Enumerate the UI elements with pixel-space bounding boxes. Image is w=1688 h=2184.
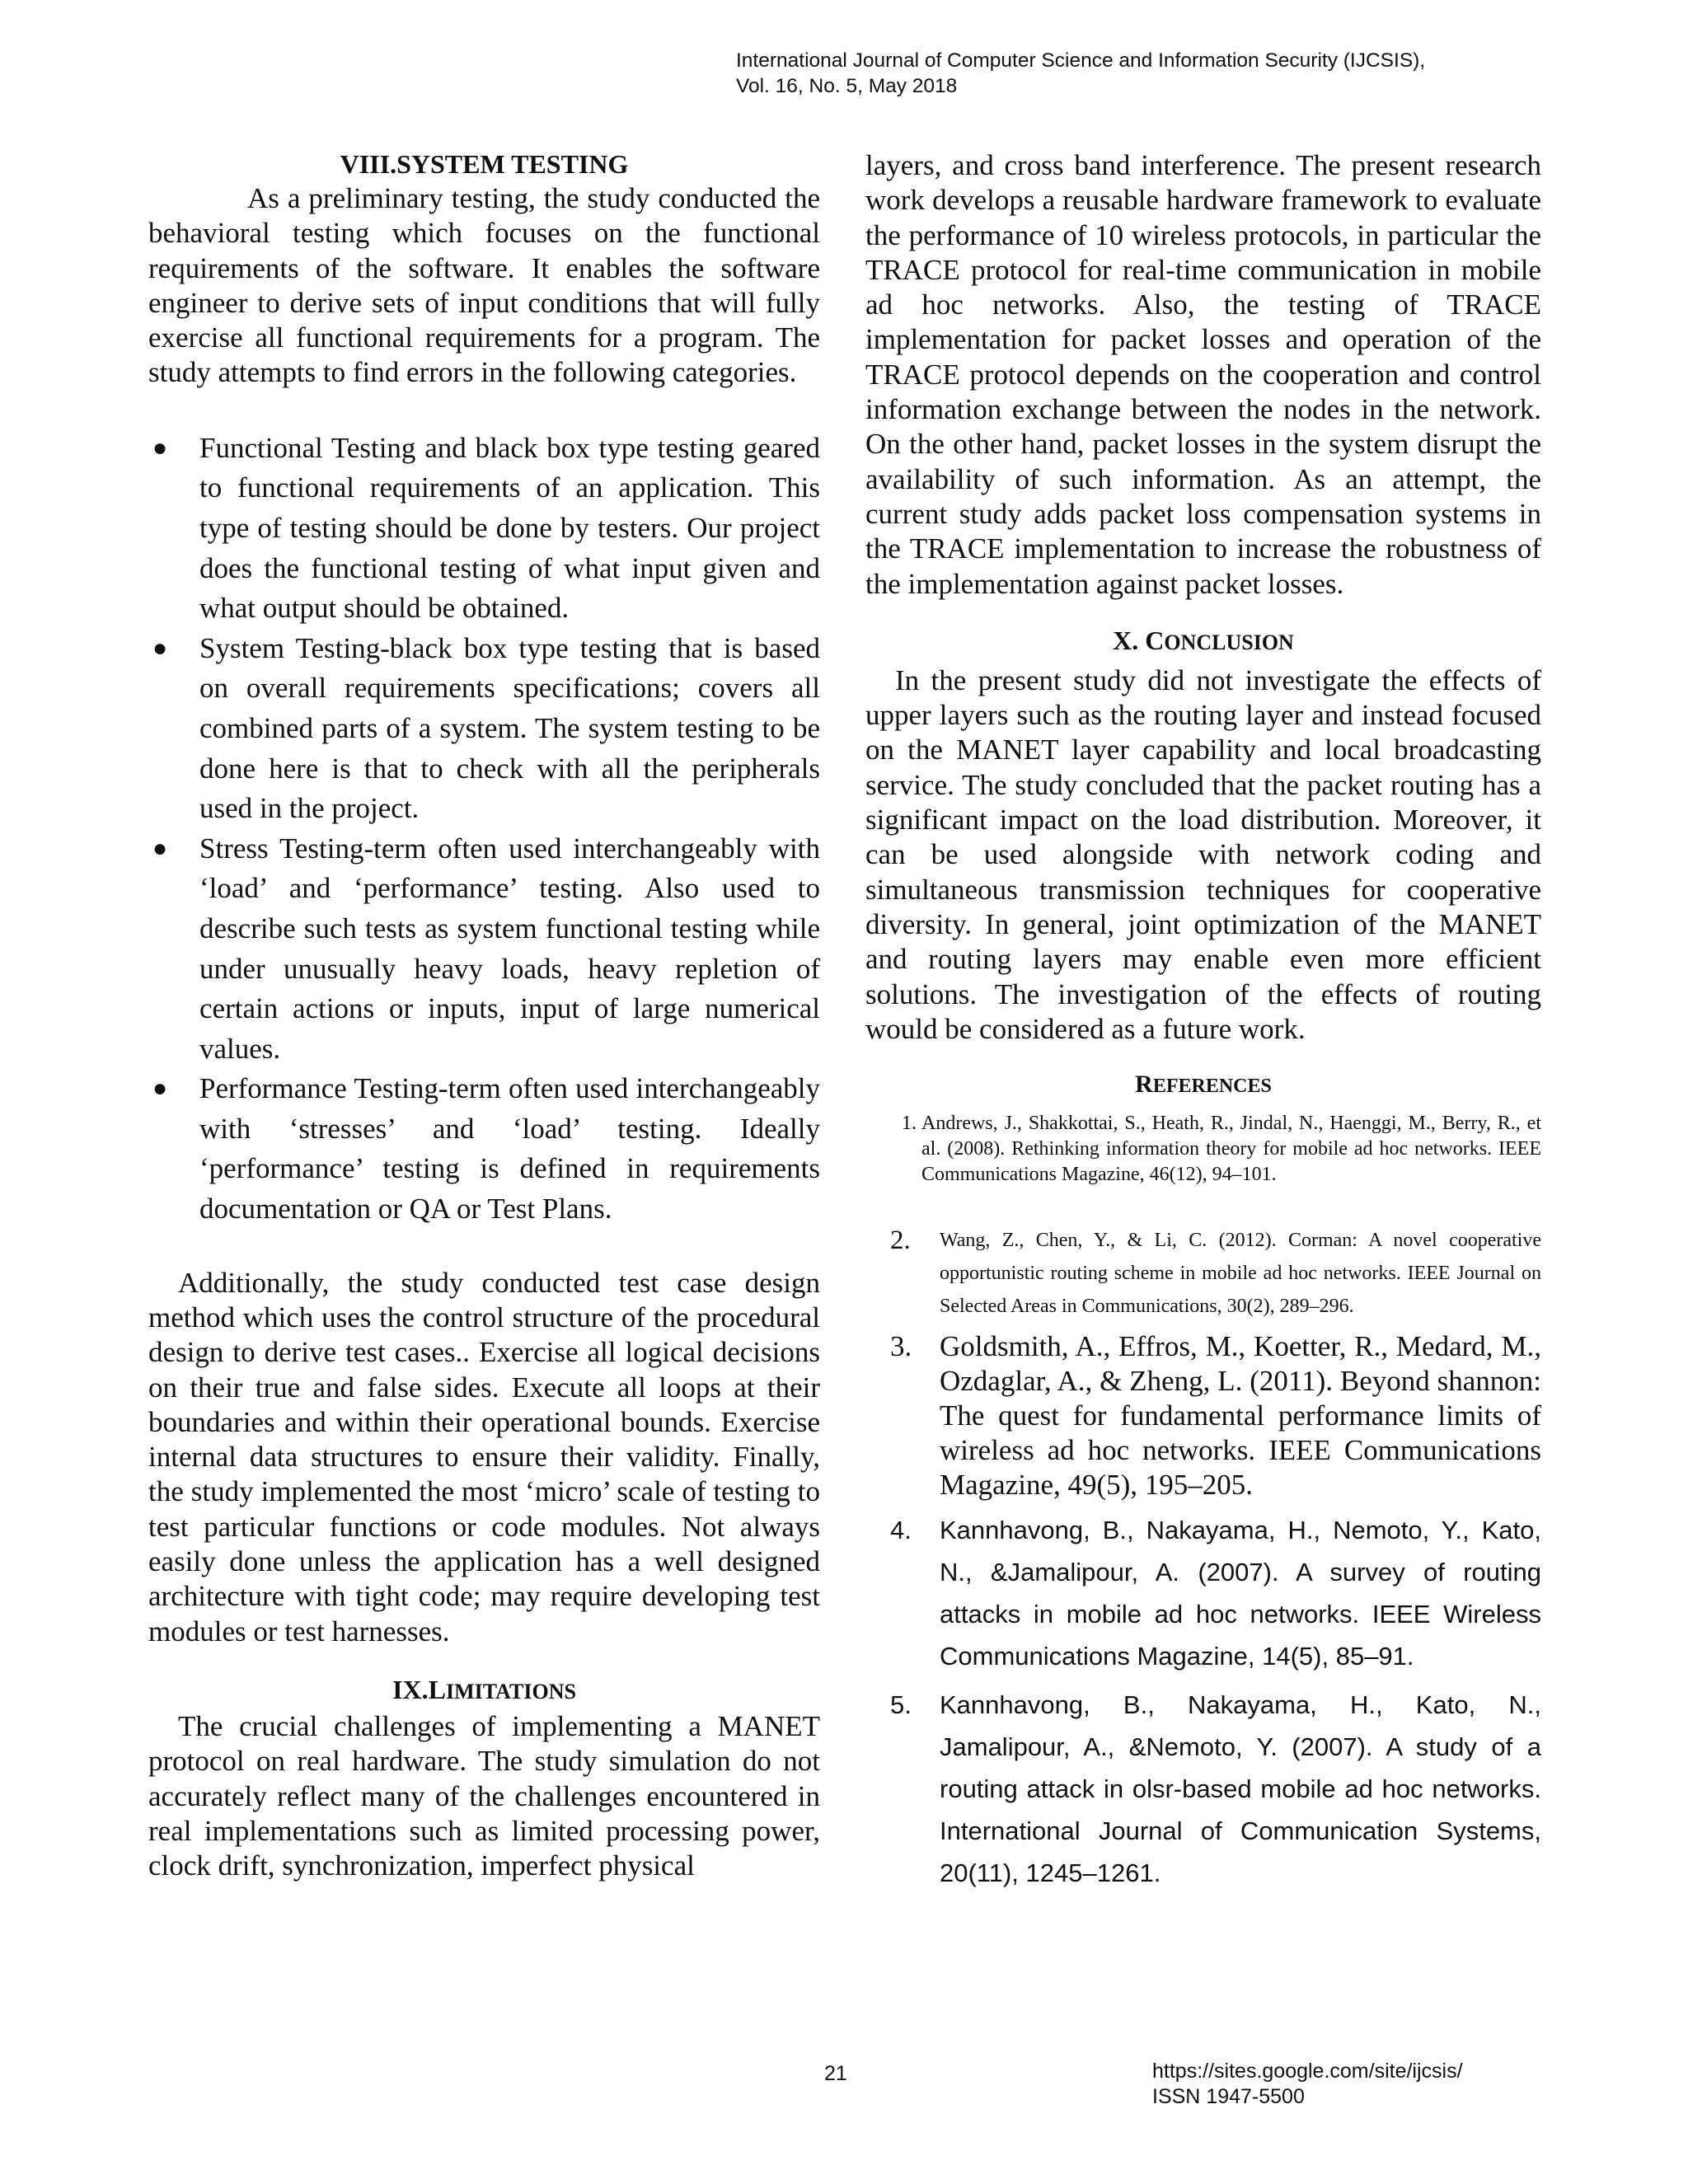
reference-item: 5. Kannhavong, B., Nakayama, H., Kato, N., Jamalipour, A., &Nemoto, Y. (2007). A study of a routing attack in olsr-based mobile ad hoc networks. International Journal of Communication Systems, 20(11), 1245–1261. xyxy=(890,1690,1541,1888)
bullet-icon: ● xyxy=(152,634,168,662)
additional-testing-paragraph: Additionally, the study conducted test case design method which uses the control structure of the procedural design to derive test cases.. Exercise all logical decisions on their true and false sides. Execute all loops at their boundaries and within their operational bounds. Exercise internal data structures to ensure their validity. Finally, the study implemented the most ‘micro’ scale of testing to test particular functions or code modules. Not always easily done unless the application has a well designed architecture with tight code; may require developing test modules or test harnesses. xyxy=(148,1266,820,1647)
limitations-paragraph-continued: layers, and cross band interference. The present research work develops a reusable hardware framework to evaluate the performance of 10 wireless protocols, in particular the TRACE protocol for real-time communication in mobile ad hoc networks. Also, the testing of TRACE implementation for packet losses and operation of the TRACE protocol depends on the cooperation and control information exchange between the nodes in the network. On the other hand, packet losses in the system disrupt the availability of such information. As an attempt, the current study adds packet loss compensation systems in the TRACE implementation to increase the robustness of the implementation against packet losses. xyxy=(865,149,1541,600)
left-column xyxy=(148,147,820,1883)
journal-header xyxy=(736,48,1425,99)
bullet-icon: ● xyxy=(152,834,168,862)
section-heading-limitations: IX.LIMITATIONS xyxy=(392,1674,576,1704)
references-list xyxy=(865,1111,1541,1894)
footer-info xyxy=(1152,2059,1463,2110)
section-heading-references: REFERENCES xyxy=(1135,1071,1272,1099)
bullet-icon: ● xyxy=(152,1075,168,1103)
footer-url[interactable]: https://sites.google.com/site/ijcsis/ xyxy=(1152,2060,1463,2083)
reference-item: 3. Goldsmith, A., Effros, M., Koetter, R., Medard, M., Ozdaglar, A., & Zheng, L. (2011). Beyond shannon: The quest for fundamental performance limits of wireless ad hoc networks. IEEE Communications Magazine, 49(5), 195–205. xyxy=(890,1330,1541,1502)
right-column xyxy=(865,148,1541,1894)
section-heading-conclusion: X. CONCLUSION xyxy=(1113,625,1294,655)
list-item: ● Performance Testing-term often used interchangeably with ‘stresses’ and ‘load’ testing. Ideally ‘performance’ testing is defined in requirements documentation or QA or Test Plans. xyxy=(148,1069,820,1229)
journal-issue: Vol. 16, No. 5, May 2018 xyxy=(736,75,958,97)
section-heading-system-testing: VIII.SYSTEM TESTING xyxy=(340,149,629,179)
testing-categories-list xyxy=(148,429,820,1230)
reference-item: 2. Wang, Z., Chen, Y., & Li, C. (2012). Corman: A novel cooperative opportunistic routing scheme in mobile ad hoc networks. IEEE Journal on Selected Areas in Communications, 30(2), 289–296. xyxy=(890,1226,1541,1318)
list-item: ● Stress Testing-term often used interchangeably with ‘load’ and ‘performance’ testing. Also used to describe such tests as system functional testing while under unusually heavy loads, heavy repletion of certain actions or inputs, input of large numerical values. xyxy=(148,829,820,1070)
journal-title: International Journal of Computer Science and Information Security (IJCSIS), xyxy=(736,49,1426,72)
conclusion-paragraph: In the present study did not investigate the effects of upper layers such as the routing layer and instead focused on the MANET layer capability and local broadcasting service. The study concluded that the packet routing has a significant impact on the load distribution. Moreover, it can be used alongside with network coding and simultaneous transmission techniques for cooperative diversity. In general, joint optimization of the MANET and routing layers may enable even more efficient solutions. The investigation of the effects of routing would be considered as a future work. xyxy=(865,663,1541,1045)
system-testing-intro: As a preliminary testing, the study conducted the behavioral testing which focuses on the functional requirements of the software. It enables the software engineer to derive sets of input conditions that will fully exercise all functional requirements for a program. The study attempts to find errors in the following categories. xyxy=(148,182,820,389)
reference-item: 1. Andrews, J., Shakkottai, S., Heath, R., Jindal, N., Haenggi, M., Berry, R., et al. (2008). Rethinking information theory for mobile ad hoc networks. IEEE Communications Magazine, 46(12), 94–101. xyxy=(902,1113,1541,1186)
limitations-paragraph: The crucial challenges of implementing a MANET protocol on real hardware. The study simulation do not accurately reflect many of the challenges encountered in real implementations such as limited processing power, clock drift, synchronization, imperfect physical xyxy=(148,1709,820,1882)
list-item: ● System Testing-black box type testing that is based on overall requirements specifications; covers all combined parts of a system. The system testing to be done here is that to check with all the peripherals used in the project. xyxy=(148,629,820,829)
bullet-icon: ● xyxy=(152,434,168,462)
page-number: 21 xyxy=(824,2062,847,2085)
reference-item: 4. Kannhavong, B., Nakayama, H., Nemoto, Y., Kato, N., &Jamalipour, A. (2007). A survey of routing attacks in mobile ad hoc networks. IEEE Wireless Communications Magazine, 14(5), 85–91. xyxy=(890,1516,1541,1671)
list-item: ● Functional Testing and black box type testing geared to functional requirements of an application. This type of testing should be done by testers. Our project does the functional testing of what input given and what output should be obtained. xyxy=(148,429,820,629)
footer-issn: ISSN 1947-5500 xyxy=(1152,2085,1305,2108)
